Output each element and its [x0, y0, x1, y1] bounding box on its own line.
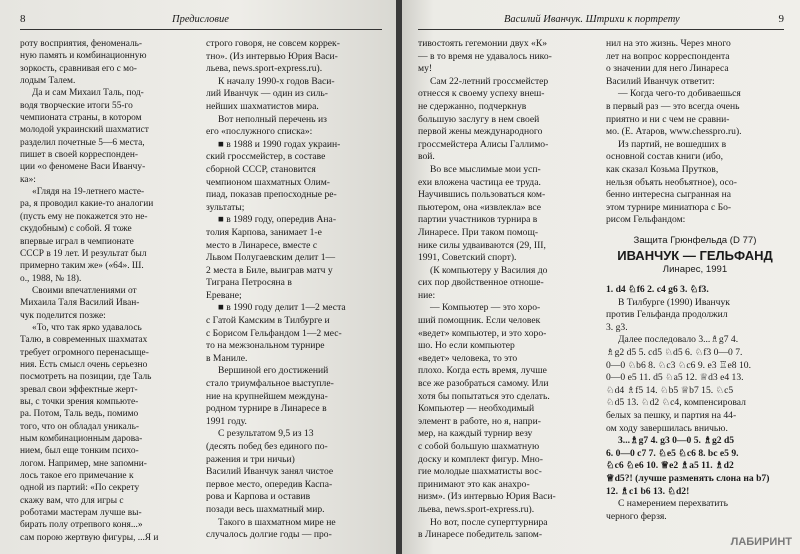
paragraph: С результатом 9,5 из 13 (десять побед без единого по- ражения и три ничьи) Василий Иванчук занял чистое первое место, опередив Каспа- рова и Карпова и оставив позади весь шахматный мир. [206, 428, 334, 515]
paragraph: С намерением перехватить черного ферзя. [606, 498, 728, 522]
paragraph: Из партий, не вошедших в основной состав книги (ибо, как сказал Козьма Прутков, нельзя объять необъятное), осо- бенно интересна сыгранная на этом турнире миниатюра с Бо- рисом Гельфандом: [606, 138, 737, 226]
paragraph: В Тилбурге (1990) Иванчук против Гельфанда продолжил 3. g3. [606, 296, 730, 333]
page-number-left: 8 [20, 13, 26, 25]
game-moves: 1. d4 ♘f6 2. c4 g6 3. ♘f3. [606, 284, 709, 296]
paragraph: роту восприятия, феноменаль- ную память и комбинационную зоркость, сравнивая его с мо- лодым Талем. [20, 39, 147, 87]
page-number-right: 9 [778, 13, 784, 25]
paragraph: Вот неполный перечень из его «послужного списка»: [206, 113, 327, 138]
list-item: ■ в 1989 году, опередив Ана- толия Карпова, занимает 1-е место в Линаресе, вместе с Львом Полугаевским делит 1— 2 места в Биле, выиграв матч у Тиграна Петросяна в Ереване; [206, 214, 337, 301]
running-header-right: Василий Иванчук. Штрихи к портрету [504, 14, 680, 25]
paragraph: Да и сам Михаил Таль, под- водя творческие итоги 55-го чемпионата страны, в котором молодой украинский шахматист разделил почетные 5—6 места, пишет в своей корреспонден- ции «о феномене Васи Иванчу- ка»: [20, 88, 149, 185]
paragraph: Сам 22-летний гроссмейстер отнесся к своему успеху внеш- не сдержанно, подчеркнув большую заслугу в нем своей первой жены международного гроссмейстера Алисы Галлимо- вой. [418, 75, 549, 163]
game-heading [606, 235, 784, 276]
paragraph: К началу 1990-х годов Васи- лий Иванчук — один из силь- нейших шахматистов мира. [206, 75, 335, 112]
header-rule-right [418, 29, 784, 30]
right-column-2 [606, 38, 784, 523]
paragraph: «То, что так ярко удавалось Талю, в современных шахматах требует огромного перенасыще- ния. Есть смысл очень серьезно посмотреть на позиции, где Таль зревал свои эффектные жерт- вы, с точки зрения компьюте- ра. Потом, Таль ведь, помимо того, что он обладал уникаль- ным комбинационным дарова- нием, был еще тонким психо- логом. Например, мне запомни- лось такое его примечание к одной из партий: «По секрету скажу вам, что для игры с роботами мастерам лучше вы- бирать полу отрепвого коня...» [20, 322, 152, 531]
left-column-2 [206, 38, 382, 542]
game-moves: 3...♗g7 4. g3 0—0 5. ♗g2 d5 6. 0—0 c7 7. ♘e5 ♘c6 8. bc e5 9. ♘c6 ♘e6 10. ♕e2 ♗a5 11. ♗d2 ♕d5?! (лучше разменять слона на b7) 12. ♗c1 b6 13. ♘d2! [606, 435, 770, 497]
watermark-logo: ЛАБИРИНТ [730, 536, 792, 548]
paragraph: сам порою жертвую фигуры, ...Я и [20, 532, 159, 543]
right-page [402, 0, 800, 554]
paragraph: — Компьютер — это хоро- ший помощник. Если человек «ведет» компьютер, и это хоро- шо. Но если компьютер «ведет» человека, то это плохо. Когда есть время, лучше все же разобраться самому. Или хотя бы попытаться это сделать. Компьютер — необходимый элемент в работе, но я, напри- мер, на каждый турнир везу с собой большую шахматную доску и комплект фигур. Мно- гие молодые шахматисты вос- принимают это как анахро- низм». (Из интервью Юрия Васи- льева, news.sport-express.ru). [418, 302, 556, 515]
list-item: ■ в 1988 и 1990 годах украин- ский гроссмейстер, в составе сборной СССР, становится чемпионом шахматных Олим- пиад, показав препосходные ре- зультаты; [206, 138, 341, 213]
paragraph: тивостоять гегемонии двух «К» — в то время не удавалось нико- му! [418, 38, 552, 75]
list-item: ■ в 1990 году делит 1—2 места с Гатой Камским в Тилбурге и с Борисом Гельфандом 1—2 мес- то на межзональном турнире в Маниле. [206, 302, 346, 364]
paragraph: Во все мыслимые мои усп- ехи вложена частица ее труда. Научившись пользоваться ком- пьютером, она «извлекла» все партии участников турнира в Линаресе. При таком помощ- нике силы удваиваются (29, III, 1991, Советский спорт). [418, 163, 546, 264]
paragraph: Вершиной его достижений стало триумфальное выступле- ние на крупнейшем междуна- родном турнире в Линаресе в 1991 году. [206, 365, 334, 427]
left-column-1 [20, 38, 190, 544]
running-header-left: Предисловие [172, 14, 229, 25]
paragraph: Но вот, после суперттурнира в Линаресе победитель запом- [418, 516, 548, 541]
paragraph: нил на это жизнь. Через много лет на вопрос корреспондента о значении для него Линареса Василий Иванчук ответит: [606, 38, 731, 87]
paragraph: (К компьютеру у Василия до сих пор двойственное отноше- ние: [418, 264, 548, 301]
header-rule-left [20, 29, 382, 30]
right-column-1 [418, 38, 590, 542]
game-event: Линарес, 1991 [662, 263, 728, 275]
paragraph: строго говоря, не совсем коррек- тно». (Из интервью Юрия Васи- льева, news.sport-express.ru). [206, 38, 340, 75]
game-annotation: Далее последовало 3...♗g7 4. ♗g2 d5 5. cd5 ♘d5 6. ♘f3 0—0 7. 0—0 ♘b6 8. ♘c3 ♘c6 9. e3 ♖e8 10. 0—0 e5 11. d5 ♘a5 12. ♕d3 e4 13. ♘d4 ♗f5 14. ♘b5 ♕b7 15. ♘c5 ♘d5 13. ♘d2 ♘c4, компенсировал белых за пешку, и партия на 44- ом ходу завершилась вничью. [606, 334, 751, 434]
paragraph: — Когда чего-то добиваешься в первый раз — это всегда очень приятно и ни с чем не сравни- мо. (Е. Атаров, www.chesspro.ru). [606, 88, 742, 138]
game-players: ИВАНЧУК — ГЕЛЬФАНД [617, 247, 773, 263]
left-page [0, 0, 398, 554]
opening-name: Защита Грюнфельда (D 77) [633, 234, 757, 246]
paragraph: Своими впечатлениями от Михаила Таля Василий Иван- чук поделится позже: [20, 285, 140, 321]
paragraph: «Глядя на 19-летнего масте- ра, я проводил какие-то аналогии (пусть ему не покажется это не- скудобным) с собой. Я тоже впервые играл в чемпионате СССР в 19 лет. И результат был примерно таким же» («64». Ш. о., 1988, № 18). [20, 187, 154, 284]
paragraph: Такого в шахматном мире не случалось долгие годы — про- [206, 516, 336, 541]
